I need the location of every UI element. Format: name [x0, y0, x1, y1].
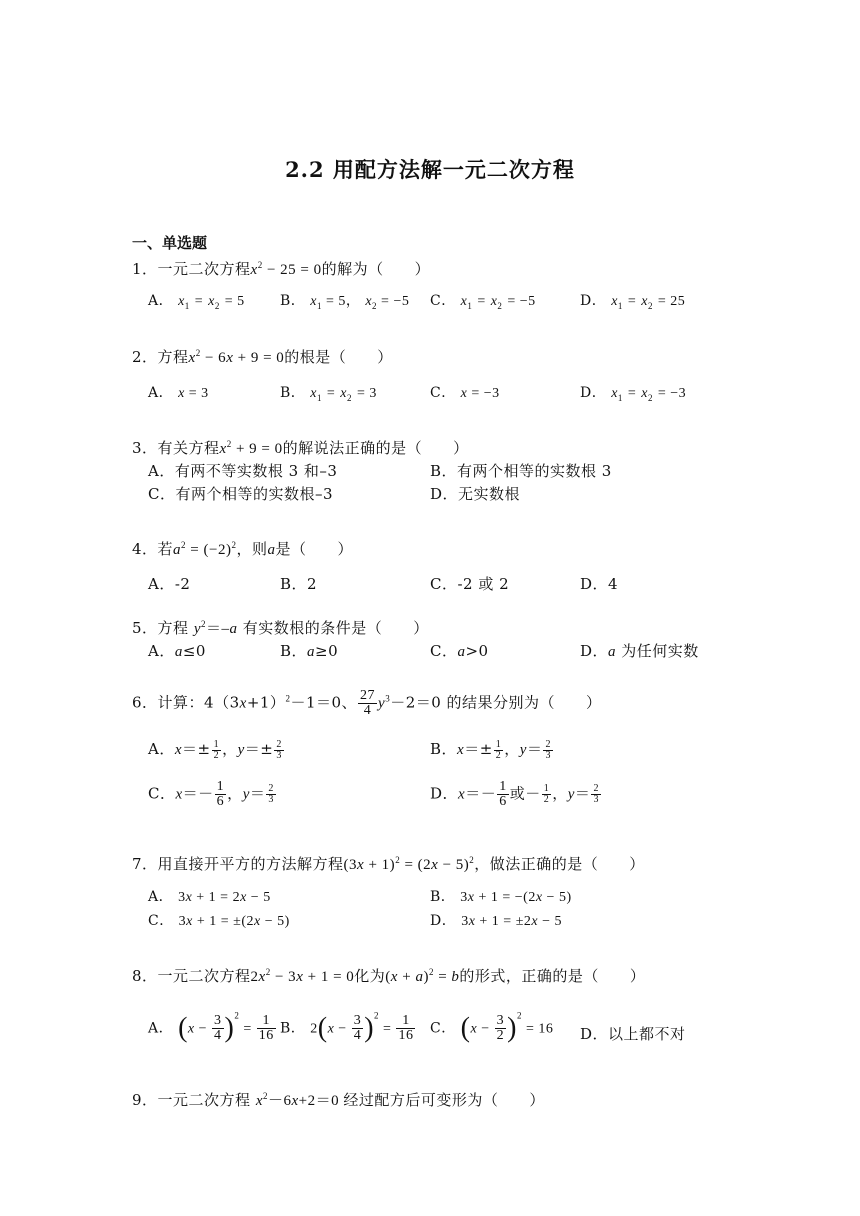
q7-option-b: B． 3x + 1 = −(2x − 5)	[430, 889, 572, 905]
question-4: 4．若$a^2 = (-2)^2$，则a是（ ）	[132, 540, 353, 558]
q1-option-c: C． $x_1 = x_2 = -5$	[430, 293, 536, 311]
q4-option-a: A．-2	[148, 575, 191, 593]
q6-option-b: B．x＝± $\frac{1}{2}$ ，y＝ $\frac{2}{3}$	[430, 738, 551, 761]
question-2: 2．方程$x^2 - 6x + 9 = 0$的根是（ ）	[132, 348, 393, 366]
question-3: 3．有关方程$x^2 + 9 = 0$的解说法正确的是（ ）	[132, 439, 469, 457]
q4-option-b: B．2	[280, 575, 318, 593]
q5-option-b: B．a≥0	[280, 642, 339, 660]
q1-option-d: D． $x_1 = x_2 = 25$	[580, 293, 686, 311]
q3-option-b: B．有两个相等的实数根 3	[430, 462, 612, 480]
question-5: 5．方程 $y^2=-a$ 有实数根的条件是（ ）	[132, 619, 429, 637]
q4-option-c: C．-2 或 2	[430, 575, 510, 593]
page-title: 2.2 用配方法解一元二次方程	[285, 157, 575, 182]
question-8: 8．一元二次方程$2x^2 - 3x + 1 = 0$化为$(x + a)^2 = b$的形式，正确的是（ ）	[132, 967, 646, 985]
question-9: 9．一元二次方程 $x^2-6x+2=0$ 经过配方后可变形为（ ）	[132, 1091, 545, 1109]
q1-option-b: B． $x_1 = 5$， $x_2 = -5$	[280, 293, 410, 311]
q3-option-c: C．有两个相等的实数根–3	[148, 485, 334, 503]
q2-option-b: B． $x_1 = x_2 = 3$	[280, 385, 377, 403]
q8-option-d: D．以上都不对	[580, 1025, 686, 1043]
q5-option-c: C．a>0	[430, 642, 489, 660]
q7-option-a: A． 3x + 1 = 2x − 5	[148, 889, 271, 905]
q6-option-d: D．x＝－ $\frac{1}{6}$ 或－ $\frac{1}{2}$ ，y＝ $\frac{2}{3}$	[430, 779, 599, 809]
q4-option-d: D．4	[580, 575, 619, 593]
q7-option-d: D． 3x + 1 = ±2x − 5	[430, 913, 563, 929]
q6-option-a: A．x＝± $\frac{1}{2}$ ，y＝± $\frac{2}{3}$	[148, 738, 282, 761]
q2-option-a: A． x = 3	[148, 385, 209, 401]
q8-option-c: C． (x − $\frac{3}{2}$ )$^2$ = 16	[430, 1010, 554, 1044]
question-1: 1．一元二次方程$x^2 - 25 = 0$的解为（ ）	[132, 260, 431, 278]
q8-option-a: A． (x − $\frac{3}{4}$ )$^2$ = $\frac{1}{16}$	[148, 1010, 274, 1044]
q2-option-d: D． $x_1 = x_2 = -3$	[580, 385, 687, 403]
q5-option-d: D．a 为任何实数	[580, 642, 699, 660]
q6-option-c: C．x＝－ $\frac{1}{6}$ ，y＝ $\frac{2}{3}$	[148, 779, 274, 809]
question-6: 6．计算：$4(3x+1)^2-1=0$、 $\frac{27}{4}$ $y^3-2=0$ 的结果分别为（ ）	[132, 688, 602, 718]
q2-option-c: C． x = −3	[430, 385, 500, 401]
q7-option-c: C． 3x + 1 = ±(2x − 5)	[148, 913, 290, 929]
q3-option-d: D．无实数根	[430, 485, 521, 503]
q3-option-a: A．有两不等实数根 3 和–3	[148, 462, 338, 480]
question-7: 7．用直接开平方的方法解方程$(3x + 1)^2 = (2x - 5)^2$，做法正确的是（ ）	[132, 855, 645, 873]
q5-option-a: A．a≤0	[148, 642, 206, 660]
q1-option-a: A． $x_1 = x_2 = 5$	[148, 293, 245, 311]
section-heading: 一、单选题	[132, 234, 208, 252]
q8-option-b: B． 2(x − $\frac{3}{4}$ )$^2$ = $\frac{1}{16}$	[280, 1010, 414, 1044]
